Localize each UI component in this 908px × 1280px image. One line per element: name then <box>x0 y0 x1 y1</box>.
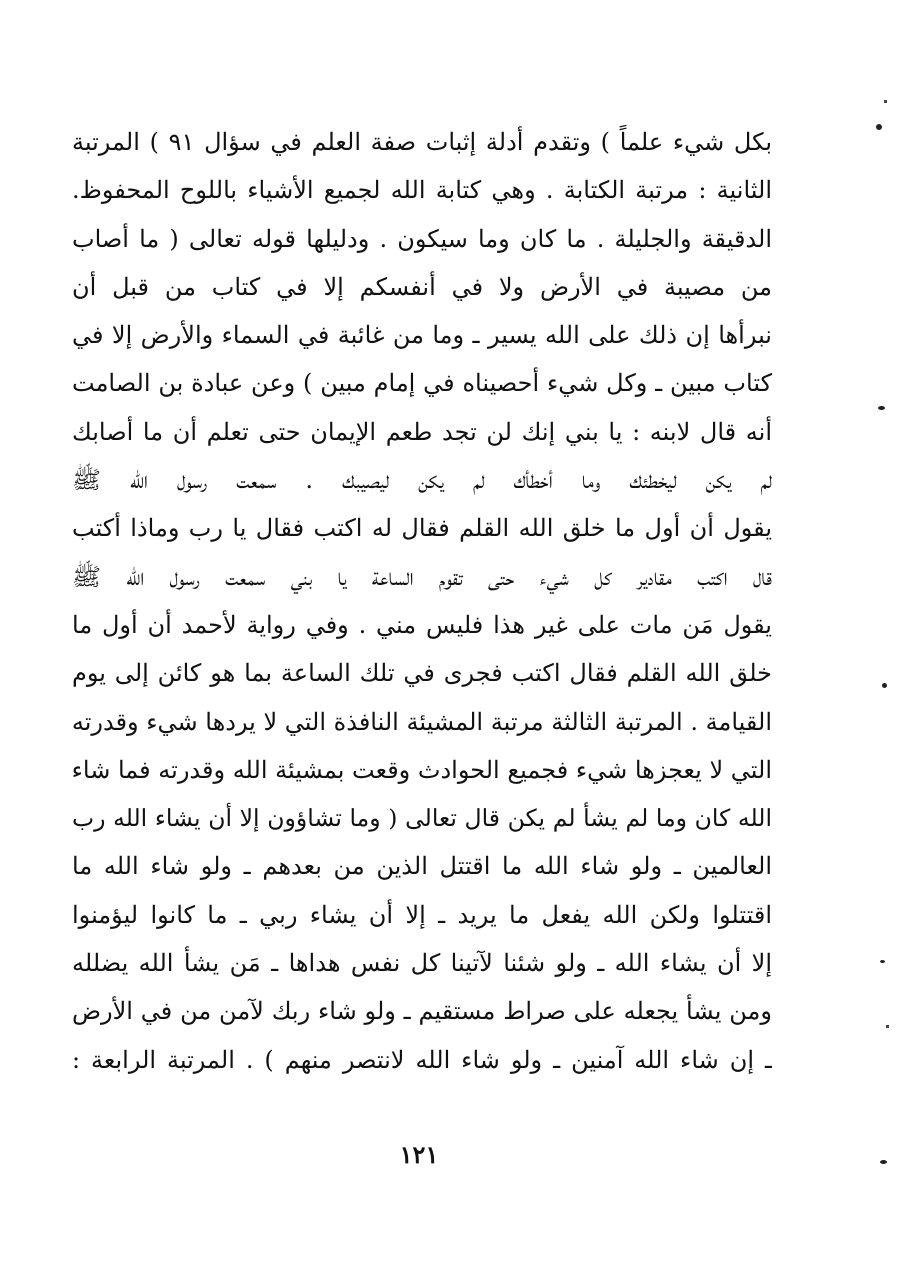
text-line: العالمين ـ ولو شاء الله ما اقتتل الذين من بعدهم ـ ولو شاء الله ما <box>72 852 772 881</box>
text-line: ـ إن شاء الله آمنين ـ ولو شاء الله لانتصر منهم ) . المرتبة الرابعة : <box>72 1045 772 1074</box>
scan-speck <box>878 406 885 410</box>
page-number: ١٢١ <box>399 1140 439 1169</box>
scan-speck <box>876 124 882 130</box>
text-line: لم يكن ليخطئك وما أخطأك لم يكن ليصيبك . سمعت رسول الله ﷺ <box>72 466 772 495</box>
scan-speck <box>880 1160 887 1164</box>
text-line: نبرأها إن ذلك على الله يسير ـ وما من غائبة في السماء والأرض إلا في <box>72 321 772 350</box>
text-line: الله كان وما لم يشأ لم يكن قال تعالى ( وما تشاؤون إلا أن يشاء الله رب <box>72 804 772 833</box>
text-line: إلا أن يشاء الله ـ ولو شئنا لآتينا كل نفس هداها ـ مَن يشأ الله يضلله <box>72 949 772 978</box>
text-line: قال اكتب مقادير كل شيء حتى تقوم الساعة يا بني سمعت رسول الله ﷺ <box>72 562 772 591</box>
scan-speck <box>886 1025 889 1028</box>
text-line: ومن يشأ يجعله على صراط مستقيم ـ ولو شاء ربك لآمن من في الأرض <box>72 997 772 1026</box>
text-line: القيامة . المرتبة الثالثة مرتبة المشيئة النافذة التي لا يردها شيء وقدرته <box>72 707 772 736</box>
scan-speck <box>880 960 885 963</box>
text-line: اقتتلوا ولكن الله يفعل ما يريد ـ إلا أن يشاء ربي ـ ما كانوا ليؤمنوا <box>72 900 772 929</box>
text-line: يقول أن أول ما خلق الله القلم فقال له اكتب فقال يا رب وماذا أكتب <box>72 514 772 543</box>
body-text <box>72 118 772 1084</box>
text-line: يقول مَن مات على غير هذا فليس مني . وفي رواية لأحمد أن أول ما <box>72 610 772 639</box>
text-line: أنه قال لابنه : يا بني إنك لن تجد طعم الإيمان حتى تعلم أن ما أصابك <box>72 417 772 446</box>
scan-speck <box>884 100 887 103</box>
text-line: كتاب مبين ـ وكل شيء أحصيناه في إمام مبين ) وعن عبادة بن الصامت <box>72 369 772 398</box>
text-line: بكل شيء علماً ) وتقدم أدلة إثبات صفة العلم في سؤال ٩١ ) المرتبة <box>72 128 772 156</box>
text-line: من مصيبة في الأرض ولا في أنفسكم إلا في كتاب من قبل أن <box>72 272 772 301</box>
text-line: خلق الله القلم فقال اكتب فجرى في تلك الساعة بما هو كائن إلى يوم <box>72 659 772 688</box>
scan-speck <box>882 683 887 688</box>
text-line: الدقيقة والجليلة . ما كان وما سيكون . ودليلها قوله تعالى ( ما أصاب <box>72 224 772 253</box>
text-line: الثانية : مرتبة الكتابة . وهي كتابة الله لجميع الأشياء باللوح المحفوظ. <box>72 176 772 205</box>
text-line: التي لا يعجزها شيء فجميع الحوادث وقعت بمشيئة الله وقدرته فما شاء <box>72 755 772 784</box>
